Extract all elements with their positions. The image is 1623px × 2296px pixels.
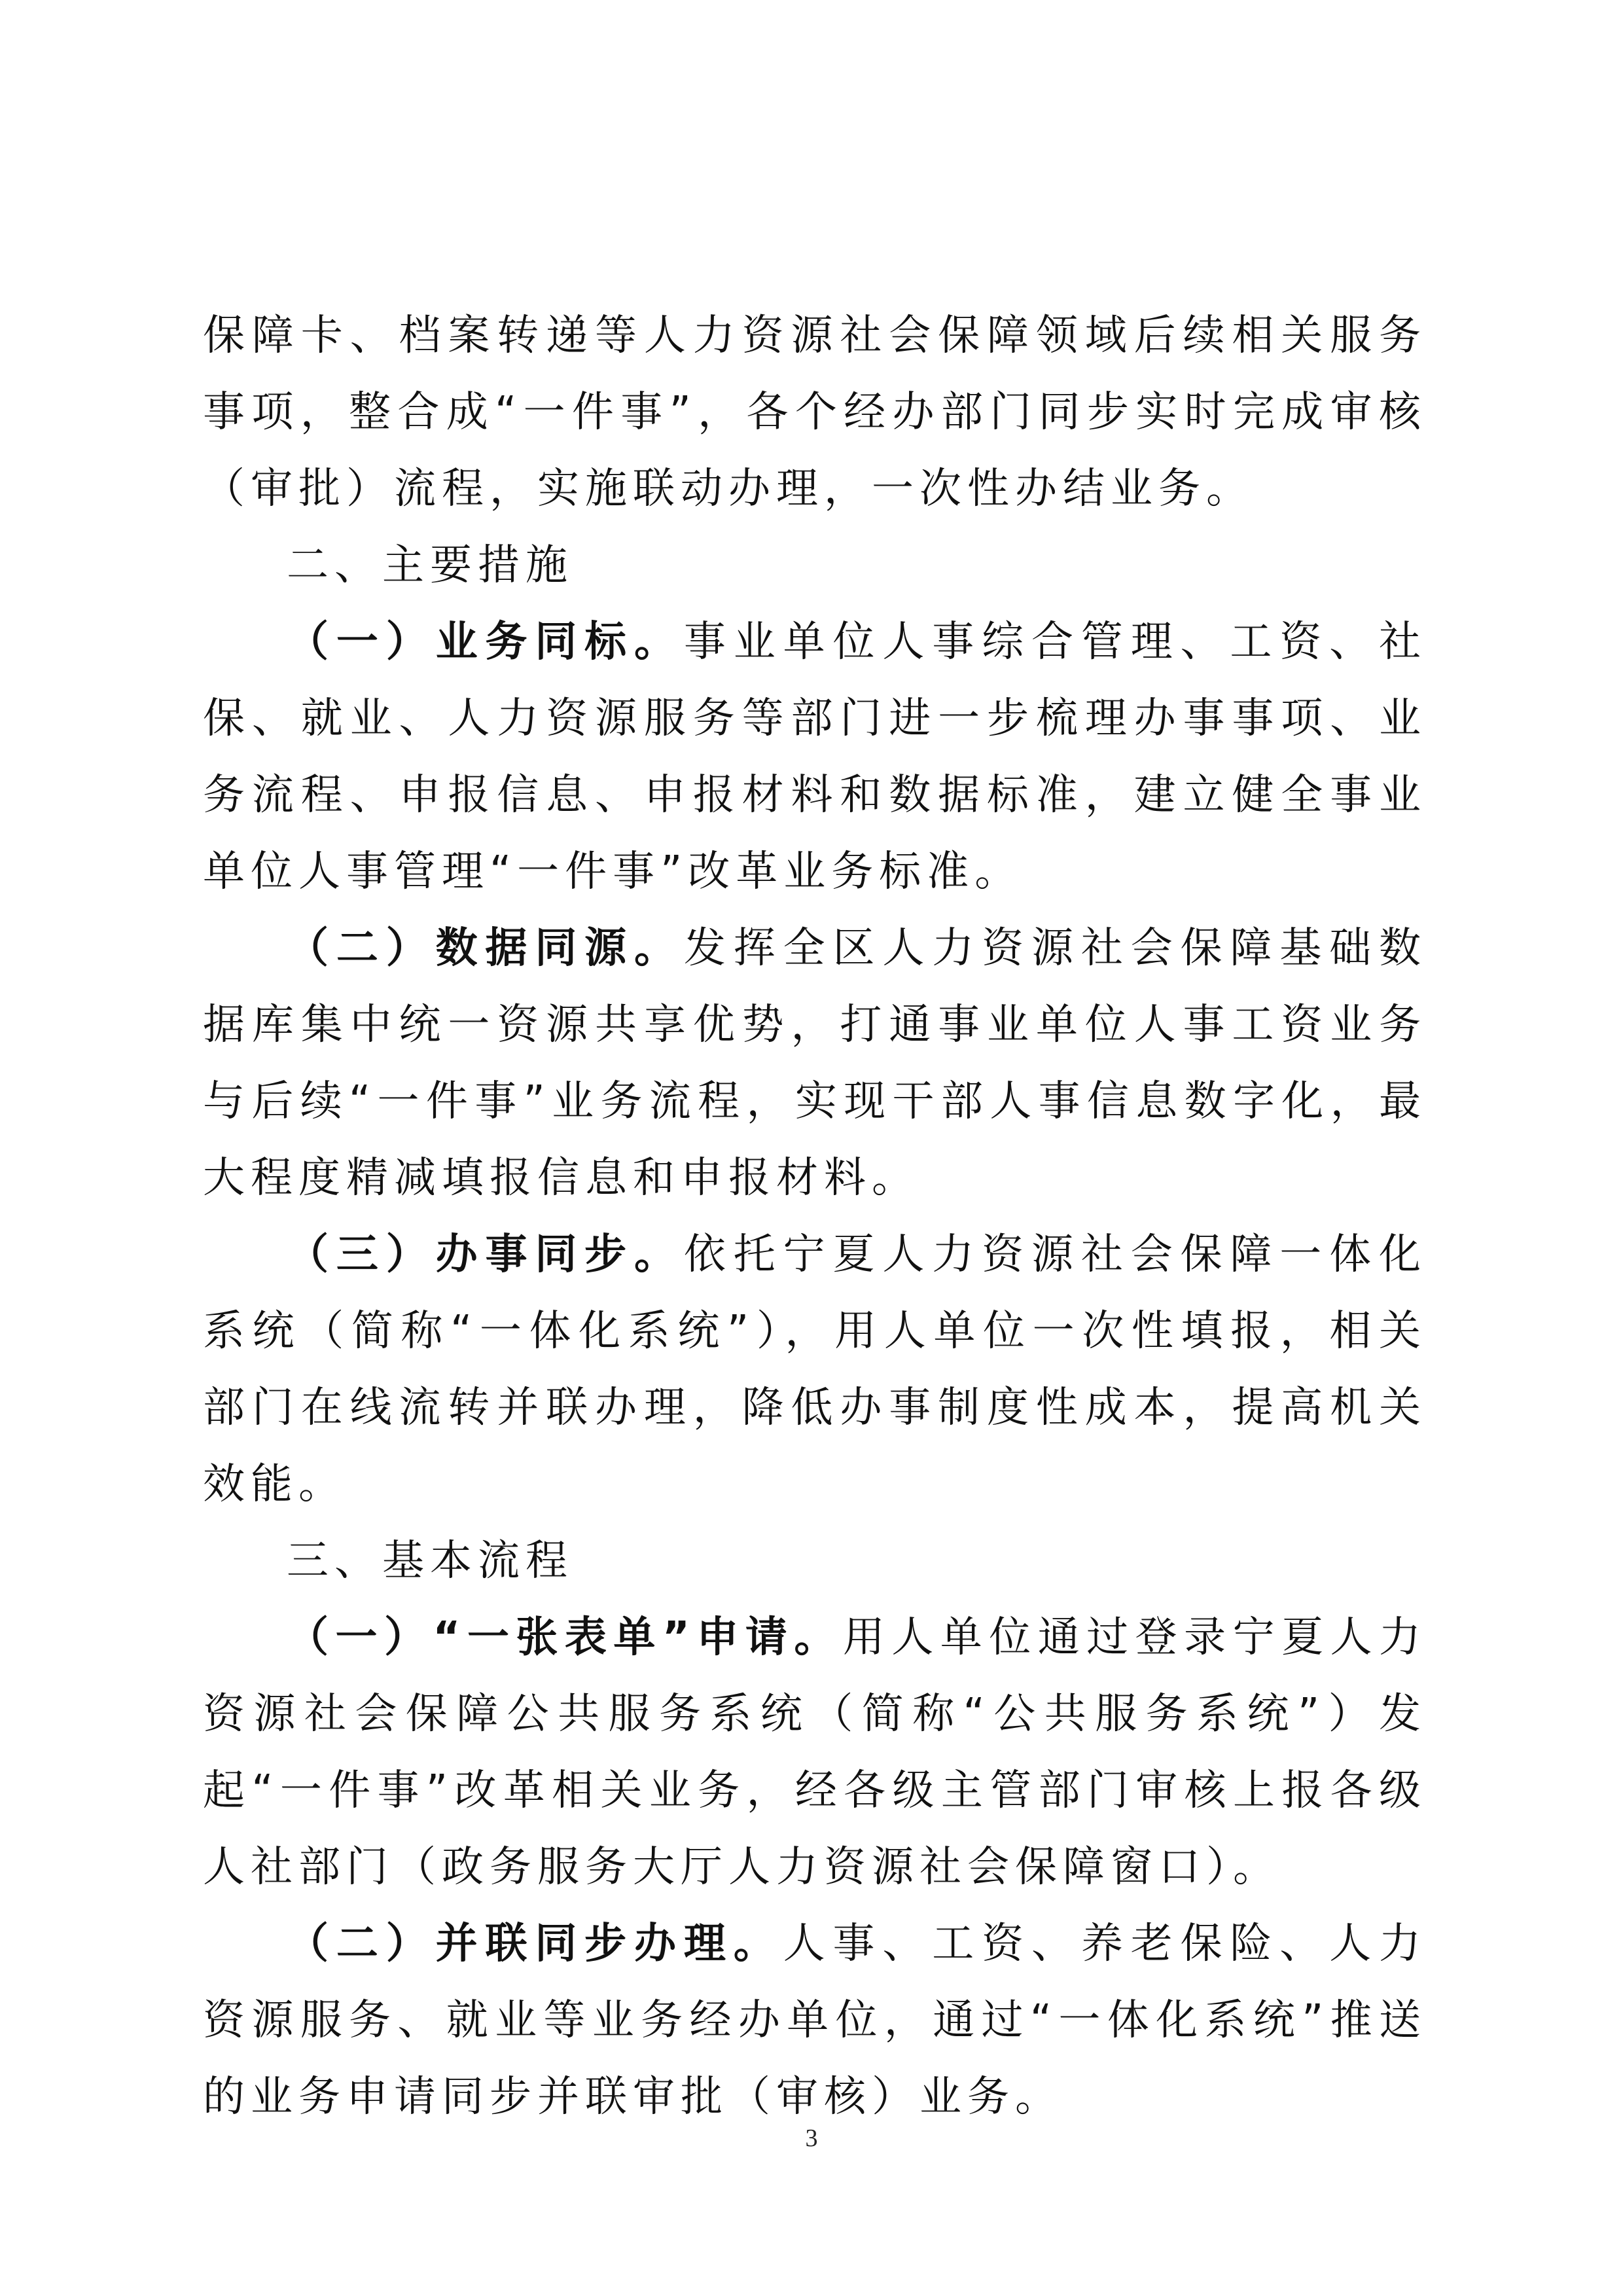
paragraph-business-standard — [203, 604, 1427, 910]
paragraph-lead: （一）“一张表单”申请。 — [287, 1613, 843, 1662]
paragraph-data-source — [203, 910, 1427, 1217]
page-number: 3 — [805, 2125, 818, 2152]
paragraph-text: 用人单位通过登录宁夏人力资源社会保障公共服务系统（简称“公共服务系统”）发起“一件事”改革相关业务，经各级主管部门审核上报各级人社部门（政务服务大厅人力资源社会保障窗口）。 — [203, 1613, 1427, 1892]
paragraph-text: 依托宁夏人力资源社会保障一体化系统（简称“一体化系统”），用人单位一次性填报，相关部门在线流转并联办理，降低办事制度性成本，提高机关效能。 — [203, 1230, 1427, 1509]
section-heading-basic-process — [203, 1523, 1427, 1600]
paragraph-text: 发挥全区人力资源社会保障基础数据库集中统一资源共享优势，打通事业单位人事工资业务与后续“一件事”业务流程，实现干部人事信息数字化，最大程度精减填报信息和申报材料。 — [203, 924, 1427, 1202]
paragraph-lead: （三）办事同步。 — [287, 1230, 684, 1279]
paragraph-text: 事业单位人事综合管理、工资、社保、就业、人力资源服务等部门进一步梳理办事事项、业务流程、申报信息、申报材料和数据标准，建立健全事业单位人事管理“一件事”改革业务标准。 — [203, 618, 1427, 896]
paragraph-parallel-processing — [203, 1906, 1427, 2136]
paragraph-lead: （二）并联同步办理。 — [287, 1920, 783, 1968]
paragraph-synchronous-service — [203, 1217, 1427, 1523]
paragraph-continuation — [203, 298, 1427, 528]
heading-text: 三、基本流程 — [287, 1537, 573, 1585]
heading-text: 二、主要措施 — [287, 541, 573, 590]
section-heading-main-measures — [203, 528, 1427, 604]
paragraph-single-form-application — [203, 1600, 1427, 1906]
paragraph-lead: （二）数据同源。 — [287, 924, 684, 973]
paragraph-text: 保障卡、档案转递等人力资源社会保障领域后续相关服务事项，整合成“一件事”，各个经办部门同步实时完成审核（审批）流程，实施联动办理，一次性办结业务。 — [203, 312, 1427, 513]
paragraph-text: 人事、工资、养老保险、人力资源服务、就业等业务经办单位，通过“一体化系统”推送的业务申请同步并联审批（审核）业务。 — [203, 1920, 1427, 2121]
document-body — [203, 298, 1427, 2136]
paragraph-lead: （一）业务同标。 — [287, 618, 684, 666]
